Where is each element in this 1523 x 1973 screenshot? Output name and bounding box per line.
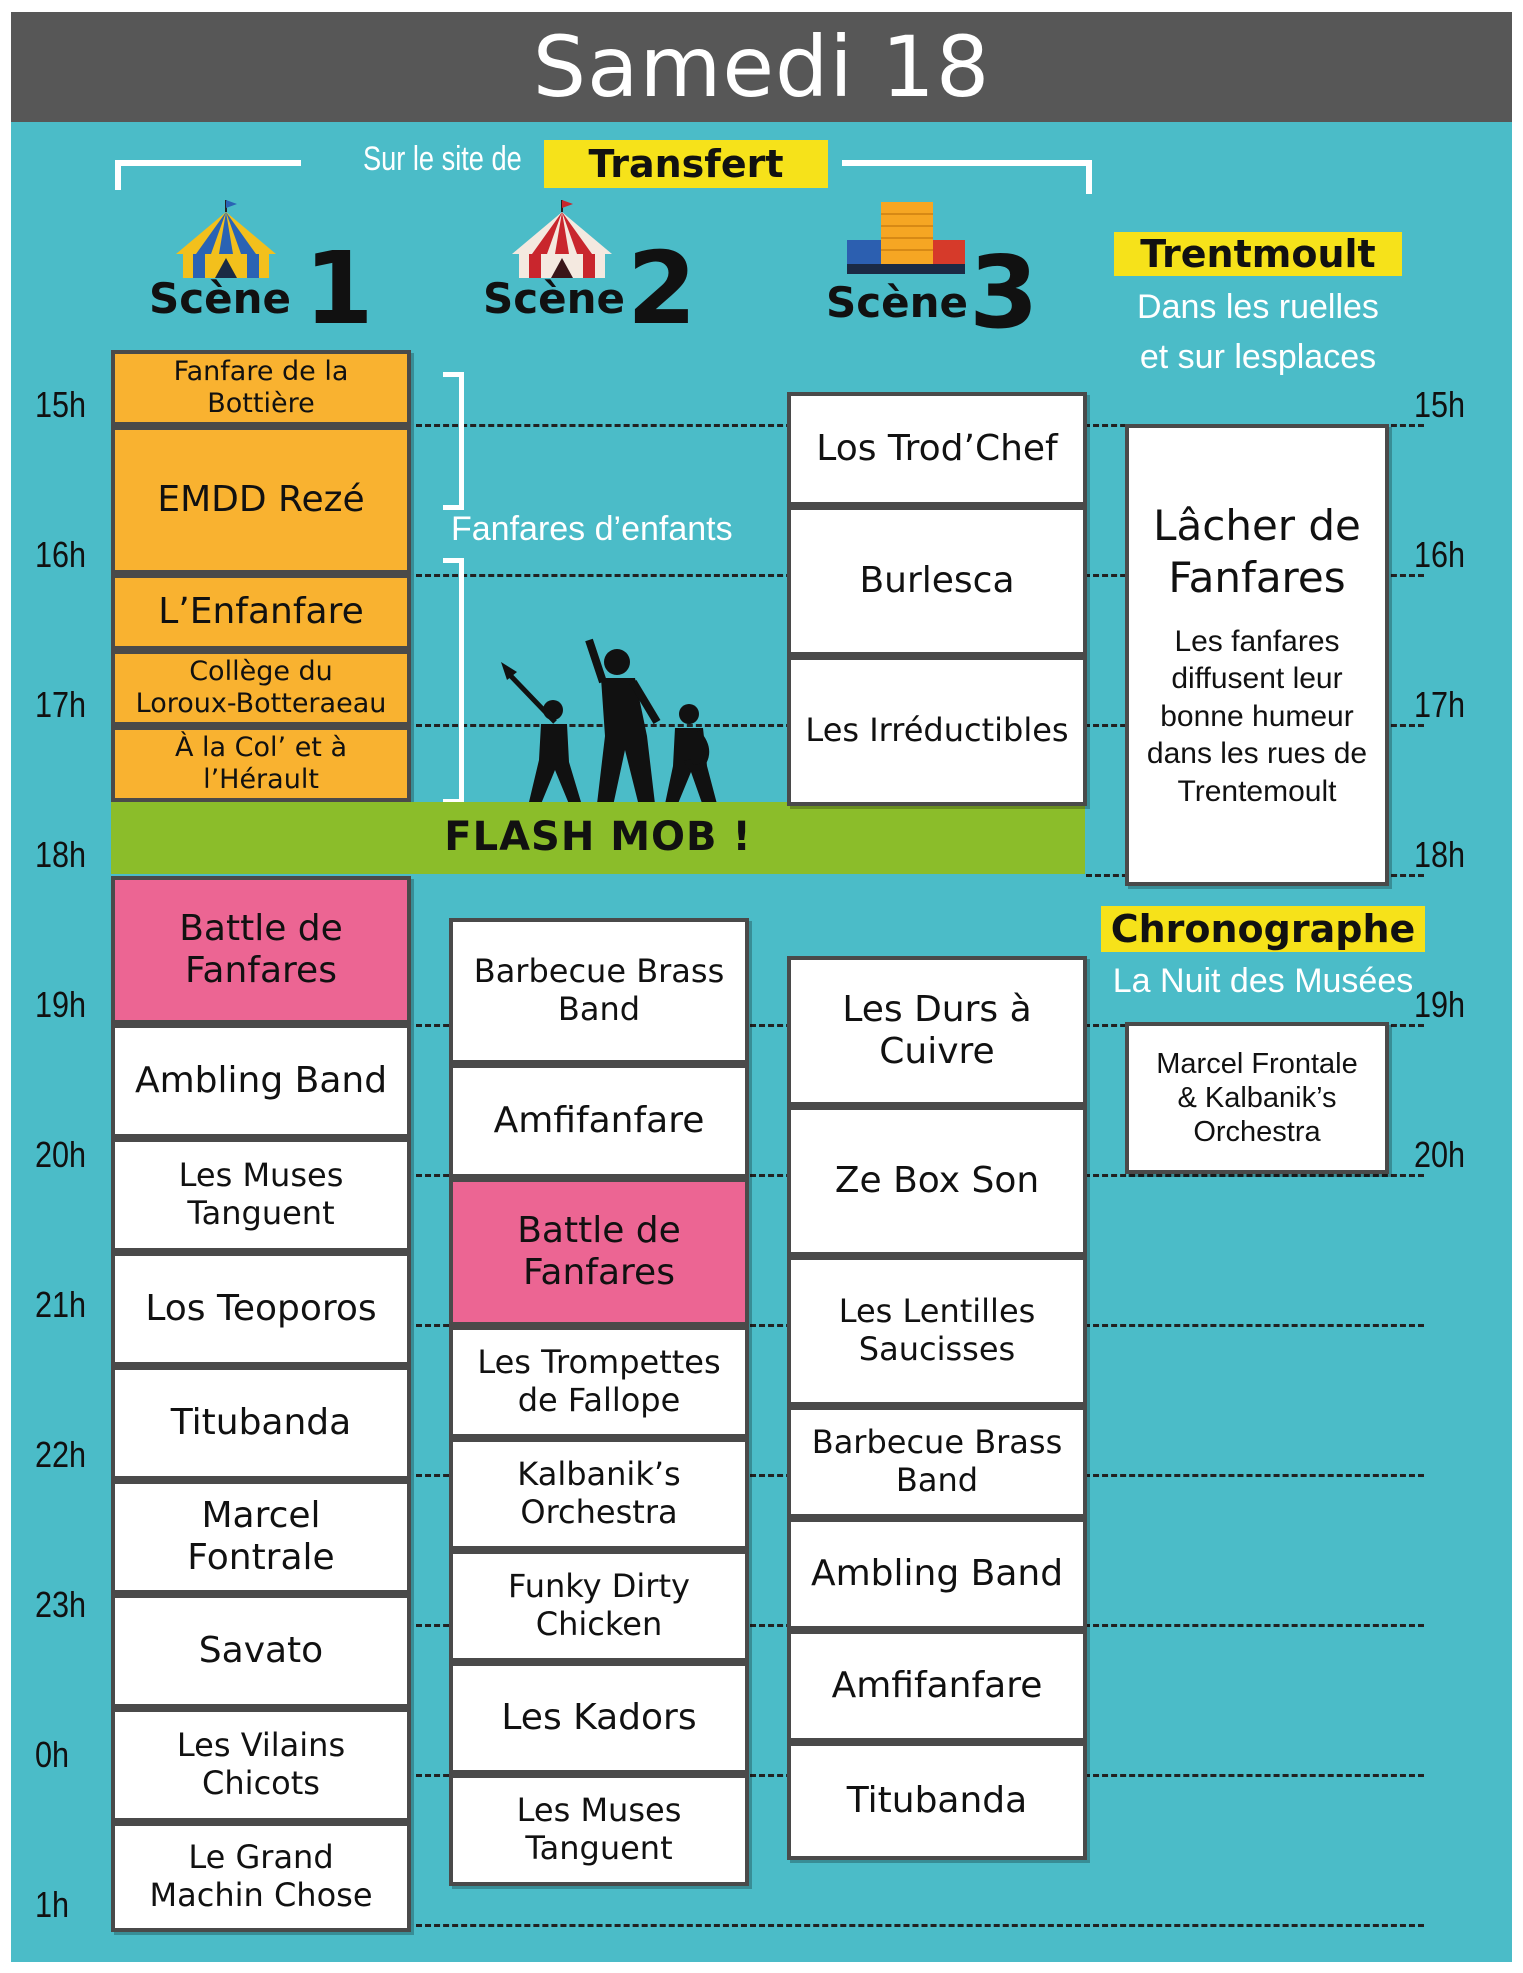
act-name-line-2: de Fallope [517,1381,681,1419]
act-name: Barbecue Brass [811,1423,1063,1462]
scene-2-label: Scène [483,274,626,323]
chronographe-box [1125,1022,1389,1174]
page-title: Samedi 18 [532,18,991,116]
act-name: Los Trod’Chef [816,427,1058,469]
scene1-act [111,1594,411,1708]
scene-3-number: 3 [969,234,1039,351]
hour-line [416,1924,1424,1927]
act-name-line-2: Cuivre [879,1031,995,1072]
hour-left-19h: 19h [35,984,87,1025]
act-name-line-2: Band [557,990,641,1028]
scene1-act [111,726,411,802]
scene1-act [111,574,411,650]
scene3-act [787,1630,1087,1742]
shipping-containers-icon [845,200,967,282]
scene1-act [111,876,411,1024]
scene3-act [787,392,1087,506]
scene1-act [111,1708,411,1822]
trentmoult-sub-2: et sur lesplaces [1139,338,1377,376]
hour-left-1h: 1h [35,1884,70,1925]
scene-1-number: 1 [304,230,374,347]
scene-3-label: Scène [826,278,969,327]
hour-left-17h: 17h [35,684,87,725]
trentmoult-label: Trentmoult [1114,232,1402,276]
scene1-act [111,1366,411,1480]
act-name: À la Col’ et à l’Hérault [174,732,348,795]
scene2-act [449,1550,749,1662]
hour-right-15h: 15h [1414,384,1466,425]
trentmoult-desc-line-4: dans les rues de [1146,737,1368,771]
act-name: Collège du [189,656,333,688]
act-name: Titubanda [170,1401,352,1443]
scene1-act [111,1822,411,1932]
scene1-act [111,426,411,574]
hour-right-20h: 20h [1414,1134,1466,1175]
act-name: Burlesca [859,559,1015,601]
scene2-act [449,1774,749,1886]
act-name-line-2: Chicken [535,1605,663,1643]
act-name-line-2: Machin Chose [149,1876,373,1914]
act-name: Les Muses [178,1156,344,1195]
act-name: Les Irréductibles [805,711,1069,750]
scene2-act [449,1326,749,1438]
kids-bracket-bottom [443,558,464,804]
title-bar [11,12,1512,122]
site-prefix: Sur le site de [363,140,522,178]
chrono-line-2: & Kalbanik’s [1177,1081,1337,1114]
act-name: Amfifanfare [493,1099,705,1141]
trentmoult-sub-1: Dans les ruelles [1137,288,1379,326]
act-name: Barbecue Brass [473,952,725,991]
circus-tent-blue-icon [171,198,281,282]
flash-mob-bar [111,802,1085,874]
kids-bracket-top [443,372,464,510]
scene1-act [111,1138,411,1252]
hour-right-18h: 18h [1414,834,1466,875]
act-name: Les Vilains [176,1726,346,1765]
hour-left-21h: 21h [35,1284,87,1325]
hour-left-18h: 18h [35,834,87,875]
act-name: Funky Dirty [508,1567,690,1606]
scene1-act [111,350,411,426]
scene2-act [449,1662,749,1774]
chronographe-sub: La Nuit des Musées [1112,962,1414,1000]
kids-fanfares-label: Fanfares d’enfants [451,510,733,548]
trentmoult-desc-line-2: diffusent leur [1171,662,1343,696]
chrono-line-1: Marcel Frontale [1156,1047,1358,1080]
scene1-act [111,1480,411,1594]
act-name: Ambling Band [134,1059,388,1101]
act-name: Fanfare de la Bottière [173,356,349,419]
act-name: Kalbanik’s [517,1455,681,1494]
hour-left-0h: 0h [35,1734,70,1775]
site-name-transfert: Transfert [544,140,828,188]
scene-1-label: Scène [149,274,292,323]
act-name: Titubanda [846,1779,1028,1821]
act-name-line-2: Loroux-Botteraeau [135,688,387,719]
scene-2-number: 2 [627,230,697,347]
trentmoult-desc-line-3: bonne humeur [1160,699,1354,733]
trentmoult-title-line-1: Lâcher de [1153,500,1361,550]
schedule-poster [11,12,1512,1962]
scene2-act [449,1438,749,1550]
flash-mob-label: FLASH MOB ! [444,814,752,861]
scene3-act [787,506,1087,656]
hour-right-16h: 16h [1414,534,1466,575]
act-name: Ambling Band [810,1552,1064,1594]
act-name: Les Muses [516,1791,682,1830]
act-name-line-2: Tanguent [525,1829,673,1867]
act-name: Amfifanfare [831,1664,1043,1706]
scene3-act [787,1256,1087,1406]
act-name: Les Lentilles [838,1292,1036,1331]
act-name: Los Teoporos [145,1287,377,1329]
hour-right-17h: 17h [1414,684,1466,725]
act-name: Les Trompettes [477,1343,721,1382]
hour-left-15h: 15h [35,384,87,425]
circus-tent-red-icon [507,198,617,282]
act-name-line-2: Band [895,1461,979,1499]
act-name: Battle de [517,1209,681,1251]
act-name-line-2: Fanfares [523,1252,675,1293]
act-name-line-2: Tanguent [187,1194,335,1232]
scene3-act [787,1742,1087,1860]
scene2-act [449,1064,749,1178]
scene3-act [787,1518,1087,1630]
act-name-line-2: Fanfares [185,950,337,991]
act-name-line-2: Saucisses [858,1330,1016,1368]
act-name-line-2: Fontrale [187,1537,335,1578]
act-name: EMDD Rezé [157,478,365,520]
act-name: Ze Box Son [834,1159,1040,1201]
act-name: Battle de [179,907,343,949]
act-name-line-2: Orchestra [520,1493,678,1531]
act-name: Marcel [201,1494,321,1536]
scene3-act [787,1106,1087,1256]
scene1-act [111,1252,411,1366]
act-name: Les Kadors [501,1696,697,1738]
scene3-act [787,956,1087,1106]
hour-left-20h: 20h [35,1134,87,1175]
act-name: Les Durs à [842,988,1032,1030]
act-name: L’Enfanfare [158,590,364,632]
scene2-act [449,918,749,1064]
scene2-act [449,1178,749,1326]
trentmoult-desc-line-5: Trentemoult [1177,774,1337,808]
scene3-act [787,656,1087,806]
chronographe-label: Chronographe [1101,906,1425,952]
act-name-line-2: Chicots [202,1764,320,1802]
hour-left-16h: 16h [35,534,87,575]
hour-right-19h: 19h [1414,984,1466,1025]
chrono-line-3: Orchestra [1193,1116,1321,1149]
scene1-act [111,650,411,726]
transfert-bracket-right [842,160,1092,194]
hour-left-22h: 22h [35,1434,87,1475]
trentmoult-title-line-2: Fanfares [1168,553,1346,603]
hour-left-23h: 23h [35,1584,87,1625]
trentmoult-desc-line-1: Les fanfares [1174,624,1340,658]
transfert-bracket-left [115,160,301,190]
act-name: Le Grand [188,1838,334,1877]
scene3-act [787,1406,1087,1518]
scene1-act [111,1024,411,1138]
act-name: Savato [198,1629,324,1671]
trentmoult-box [1125,424,1389,886]
dancing-musicians-silhouette-icon [497,632,727,812]
